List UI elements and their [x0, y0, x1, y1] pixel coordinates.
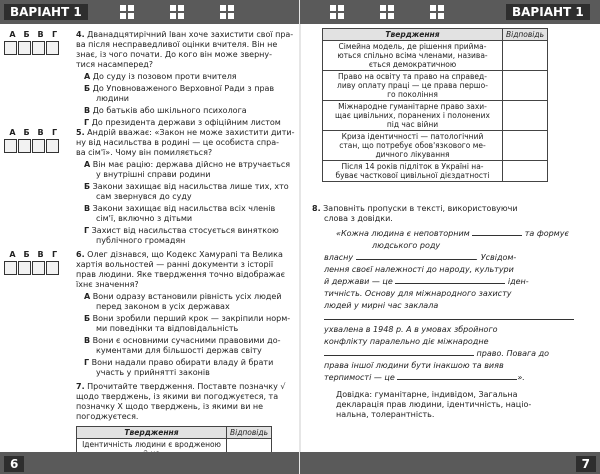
top-bar	[300, 0, 600, 24]
answer-cell[interactable]	[4, 261, 17, 275]
variant-label: ВАРІАНТ 1	[4, 4, 88, 20]
option-d-cont: публічного громадян	[96, 236, 186, 245]
option-a: А До суду із позовом проти вчителя	[84, 72, 237, 81]
option-a-cont: перед законом в усіх державах	[96, 302, 230, 311]
dots-decoration	[170, 5, 184, 19]
blank-4[interactable]	[324, 312, 574, 320]
dots-decoration	[120, 5, 134, 19]
col-answer: Відповідь	[502, 29, 547, 41]
table-row: Криза ідентичності — патологічний стан, що потребує обов'язкового ме- дичного лікування	[323, 131, 548, 161]
answer-cell[interactable]	[502, 71, 547, 101]
option-b: Б До Уповноваженого Верховної Ради з прав	[84, 84, 275, 93]
col-statement: Твердження	[323, 29, 503, 41]
answer-cell[interactable]	[32, 139, 45, 153]
option-c: В До батьків або шкільного психолога	[84, 106, 247, 115]
answer-cell[interactable]	[502, 161, 547, 182]
option-a-cont: у внутрішні справи родини	[96, 170, 211, 179]
option-c-cont: кументами для більшості держав світу	[96, 346, 262, 355]
question-6: 6. Олег дізнався, що Кодекс Хамурапі та Велика хартія вольностей — ранні документи з історії прав людини. Яке твердження точно відображає їхнє значення?	[76, 250, 285, 289]
table-row: Ідентичність людини є вродженою	[77, 439, 272, 474]
table-row: Після 14 років підліток в Україні на- буває часткової цивільної дієздатності	[323, 161, 548, 182]
blank-1[interactable]	[472, 228, 522, 236]
answer-cell[interactable]	[46, 261, 59, 275]
variant-label: ВАРІАНТ 1	[506, 4, 590, 20]
dots-decoration	[430, 5, 444, 19]
answer-cell[interactable]	[46, 139, 59, 153]
option-a: А Він має рацію: держава дійсно не втручається	[84, 160, 291, 169]
option-d: Г Вони надали право обирати владу й брати	[84, 358, 274, 367]
table-row: Право на освіту та право на справед- ливу оплату праці — це права першо- го покоління	[323, 71, 548, 101]
option-d-cont: участь у прийнятті законів	[96, 368, 210, 377]
hint-block: Довідка: гуманітарне, індивідом, Загальна декларація прав людини, ідентичність, націо- нальна, толерантність.	[336, 390, 532, 419]
question-4: 4. Дванадцятирічний Іван хоче захистити свої пра- ва після несправедливої оцінки вчителя. Він не знає, із чого почати. До кого він може зверну- тися насамперед?	[76, 30, 294, 69]
page-number: 6	[4, 456, 24, 472]
option-c-cont: сім'ї, включно з дітьми	[96, 214, 193, 223]
answer-cell[interactable]	[502, 101, 547, 131]
page-number: 7	[576, 456, 596, 472]
question-7: 7. Прочитайте твердження. Поставте позначку √ щодо тверджень, із якими ви погоджуєтеся, та позначку Х щодо тверджень, із якими ви не погоджуєтеся.	[76, 382, 286, 421]
answer-grid-q6[interactable]: А Б В Г	[4, 250, 62, 280]
option-b: Б Вони зробили перший крок — закріпили норм-	[84, 314, 291, 323]
option-d: Г Захист від насильства стосується виняткою	[84, 226, 279, 235]
option-c: В Вони є основними сучасними правовими до-	[84, 336, 281, 345]
blank-3[interactable]	[395, 276, 505, 284]
question-8: 8. Заповніть пропуски в тексті, використовуючи слова з довідки.	[312, 204, 518, 223]
col-statement: Твердження	[77, 427, 227, 439]
blank-2[interactable]	[356, 252, 476, 260]
answer-cell[interactable]	[502, 131, 547, 161]
option-b: Б Закони захищає від насильства лише тих, хто	[84, 182, 289, 191]
answer-cell[interactable]	[18, 41, 31, 55]
col-answer: Відповідь	[226, 427, 271, 439]
option-b-cont: сам звернувся до суду	[96, 192, 192, 201]
bottom-bar	[300, 452, 600, 474]
answer-grid-q4[interactable]: А Б В Г	[4, 30, 62, 60]
right-page	[300, 0, 600, 474]
answer-cell[interactable]	[4, 41, 17, 55]
top-bar	[0, 0, 300, 24]
answer-cell[interactable]	[502, 41, 547, 71]
answer-cell[interactable]	[46, 41, 59, 55]
option-b-cont: ми поведінки та відповідальність	[96, 324, 239, 333]
dots-decoration	[380, 5, 394, 19]
answer-cell[interactable]	[32, 41, 45, 55]
statements-table-cont	[322, 28, 548, 182]
blank-6[interactable]	[397, 372, 517, 380]
dots-decoration	[330, 5, 344, 19]
table-row: Сімейна модель, де рішення прийма- ються спільно всіма членами, назива- ється демократичною	[323, 41, 548, 71]
question-5: 5. Андрій вважає: «Закон не може захистити дити- ну від насильства в родині — це особиста спра- ва сім'ї». Чому він помиляється?	[76, 128, 295, 157]
answer-cell[interactable]	[32, 261, 45, 275]
option-b-cont: людини	[96, 94, 130, 103]
table-row: Міжнародне гуманітарне право захи- щає цивільних, поранених і полонених під час війни	[323, 101, 548, 131]
answer-cell[interactable]	[18, 139, 31, 153]
option-d: Г До президента держави з офіційним листом	[84, 118, 281, 127]
option-a: А Вони одразу встановили рівність усіх людей	[84, 292, 282, 301]
answer-grid-q5[interactable]: А Б В Г	[4, 128, 62, 158]
answer-cell[interactable]	[4, 139, 17, 153]
fill-in-text: «Кожна людина є неповторним та формує людського роду власну . Усвідом- лення своєї належності до народу, культури й держави — це іден- тичність. Основу для міжнародного захисту людей у мирні час заклала ухвалена в 1948 р. А в умовах збройного конфлікту паралельно діє міжнародне право. Повага до права іншої людини бути інакшою та вияв терпимості — це ».	[324, 228, 586, 384]
dots-decoration	[220, 5, 234, 19]
option-c: В Закони захищає від насильства всіх членів	[84, 204, 276, 213]
blank-5[interactable]	[324, 348, 474, 356]
bottom-bar	[0, 452, 300, 474]
answer-cell[interactable]	[18, 261, 31, 275]
